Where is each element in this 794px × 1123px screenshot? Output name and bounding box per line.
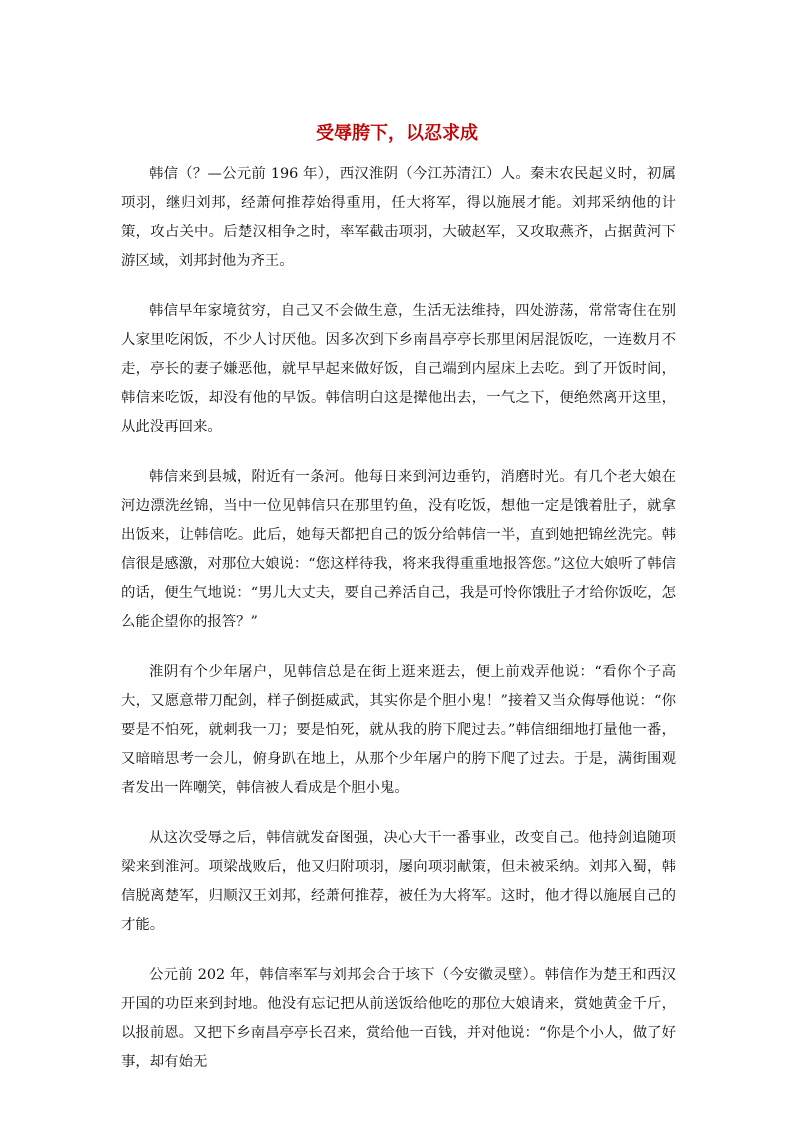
paragraph: 淮阴有个少年屠户，见韩信总是在街上逛来逛去，便上前戏弄他说：“看你个子高大，又愿意带刀配剑，样子倒挺威武，其实你是个胆小鬼！”接着又当众侮辱他说：“你要是不怕死，就刺我一刀；要是怕死，就从我的胯下爬过去。”韩信细细地打量他一番，又暗暗思考一会儿，俯身趴在地上，从那个少年屠户的胯下爬了过去。于是，满街围观者发出一阵嘲笑，韩信被人看成是个胆小鬼。 — [121, 664, 676, 796]
document-body — [121, 160, 676, 1098]
document-title: 受辱胯下，以忍求成 — [316, 123, 478, 144]
paragraph: 公元前 202 年，韩信率军与刘邦会合于垓下（今安徽灵壁）。韩信作为楚王和西汉开国的功臣来到封地。他没有忘记把从前送饭给他吃的那位大娘请来，赏她黄金千斤，以报前恩。又把下乡南昌亭亭长召来，赏给他一百钱，并对他说：“你是个小人，做了好事，却有始无 — [121, 967, 676, 1070]
paragraph: 韩信早年家境贫穷，自己又不会做生意，生活无法维持，四处游荡，常常寄住在别人家里吃闲饭，不少人讨厌他。因多次到下乡南昌亭亭长那里闲居混饭吃，一连数月不走，亭长的妻子嫌恶他，就早早起来做好饭，自己端到内屋床上去吃。到了开饭时间，韩信来吃饭，却没有他的早饭。韩信明白这是撵他出去，一气之下，便绝然离开这里，从此没再回来。 — [121, 303, 676, 435]
paragraph: 从这次受辱之后，韩信就发奋图强，决心大干一番事业，改变自己。他持剑追随项梁来到淮河。项梁战败后，他又归附项羽，屡向项羽献策，但未被采纳。刘邦入蜀，韩信脱离楚军，归顺汉王刘邦，经萧何推荐，被任为大将军。这时，他才得以施展自己的才能。 — [121, 830, 676, 933]
paragraph: 韩信来到县城，附近有一条河。他每日来到河边垂钓，消磨时光。有几个老大娘在河边漂洗丝锦，当中一位见韩信只在那里钓鱼，没有吃饭，想他一定是饿着肚子，就拿出饭来，让韩信吃。此后，她每天都把自己的饭分给韩信一半，直到她把锦丝洗完。韩信很是感激，对那位大娘说：“您这样待我，将来我得重重地报答您。”这位大娘听了韩信的话，便生气地说：“男儿大丈夫，要自己养活自己，我是可怜你饿肚子才给你饭吃，怎么能企望你的报答？” — [121, 469, 676, 630]
paragraph: 韩信（？—公元前 196 年），西汉淮阴（今江苏清江）人。秦末农民起义时，初属项羽，继归刘邦，经萧何推荐始得重用，任大将军，得以施展才能。刘邦采纳他的计策，攻占关中。后楚汉相争之时，率军截击项羽，大破赵军，又攻取燕齐，占据黄河下游区域，刘邦封他为齐王。 — [121, 166, 676, 269]
